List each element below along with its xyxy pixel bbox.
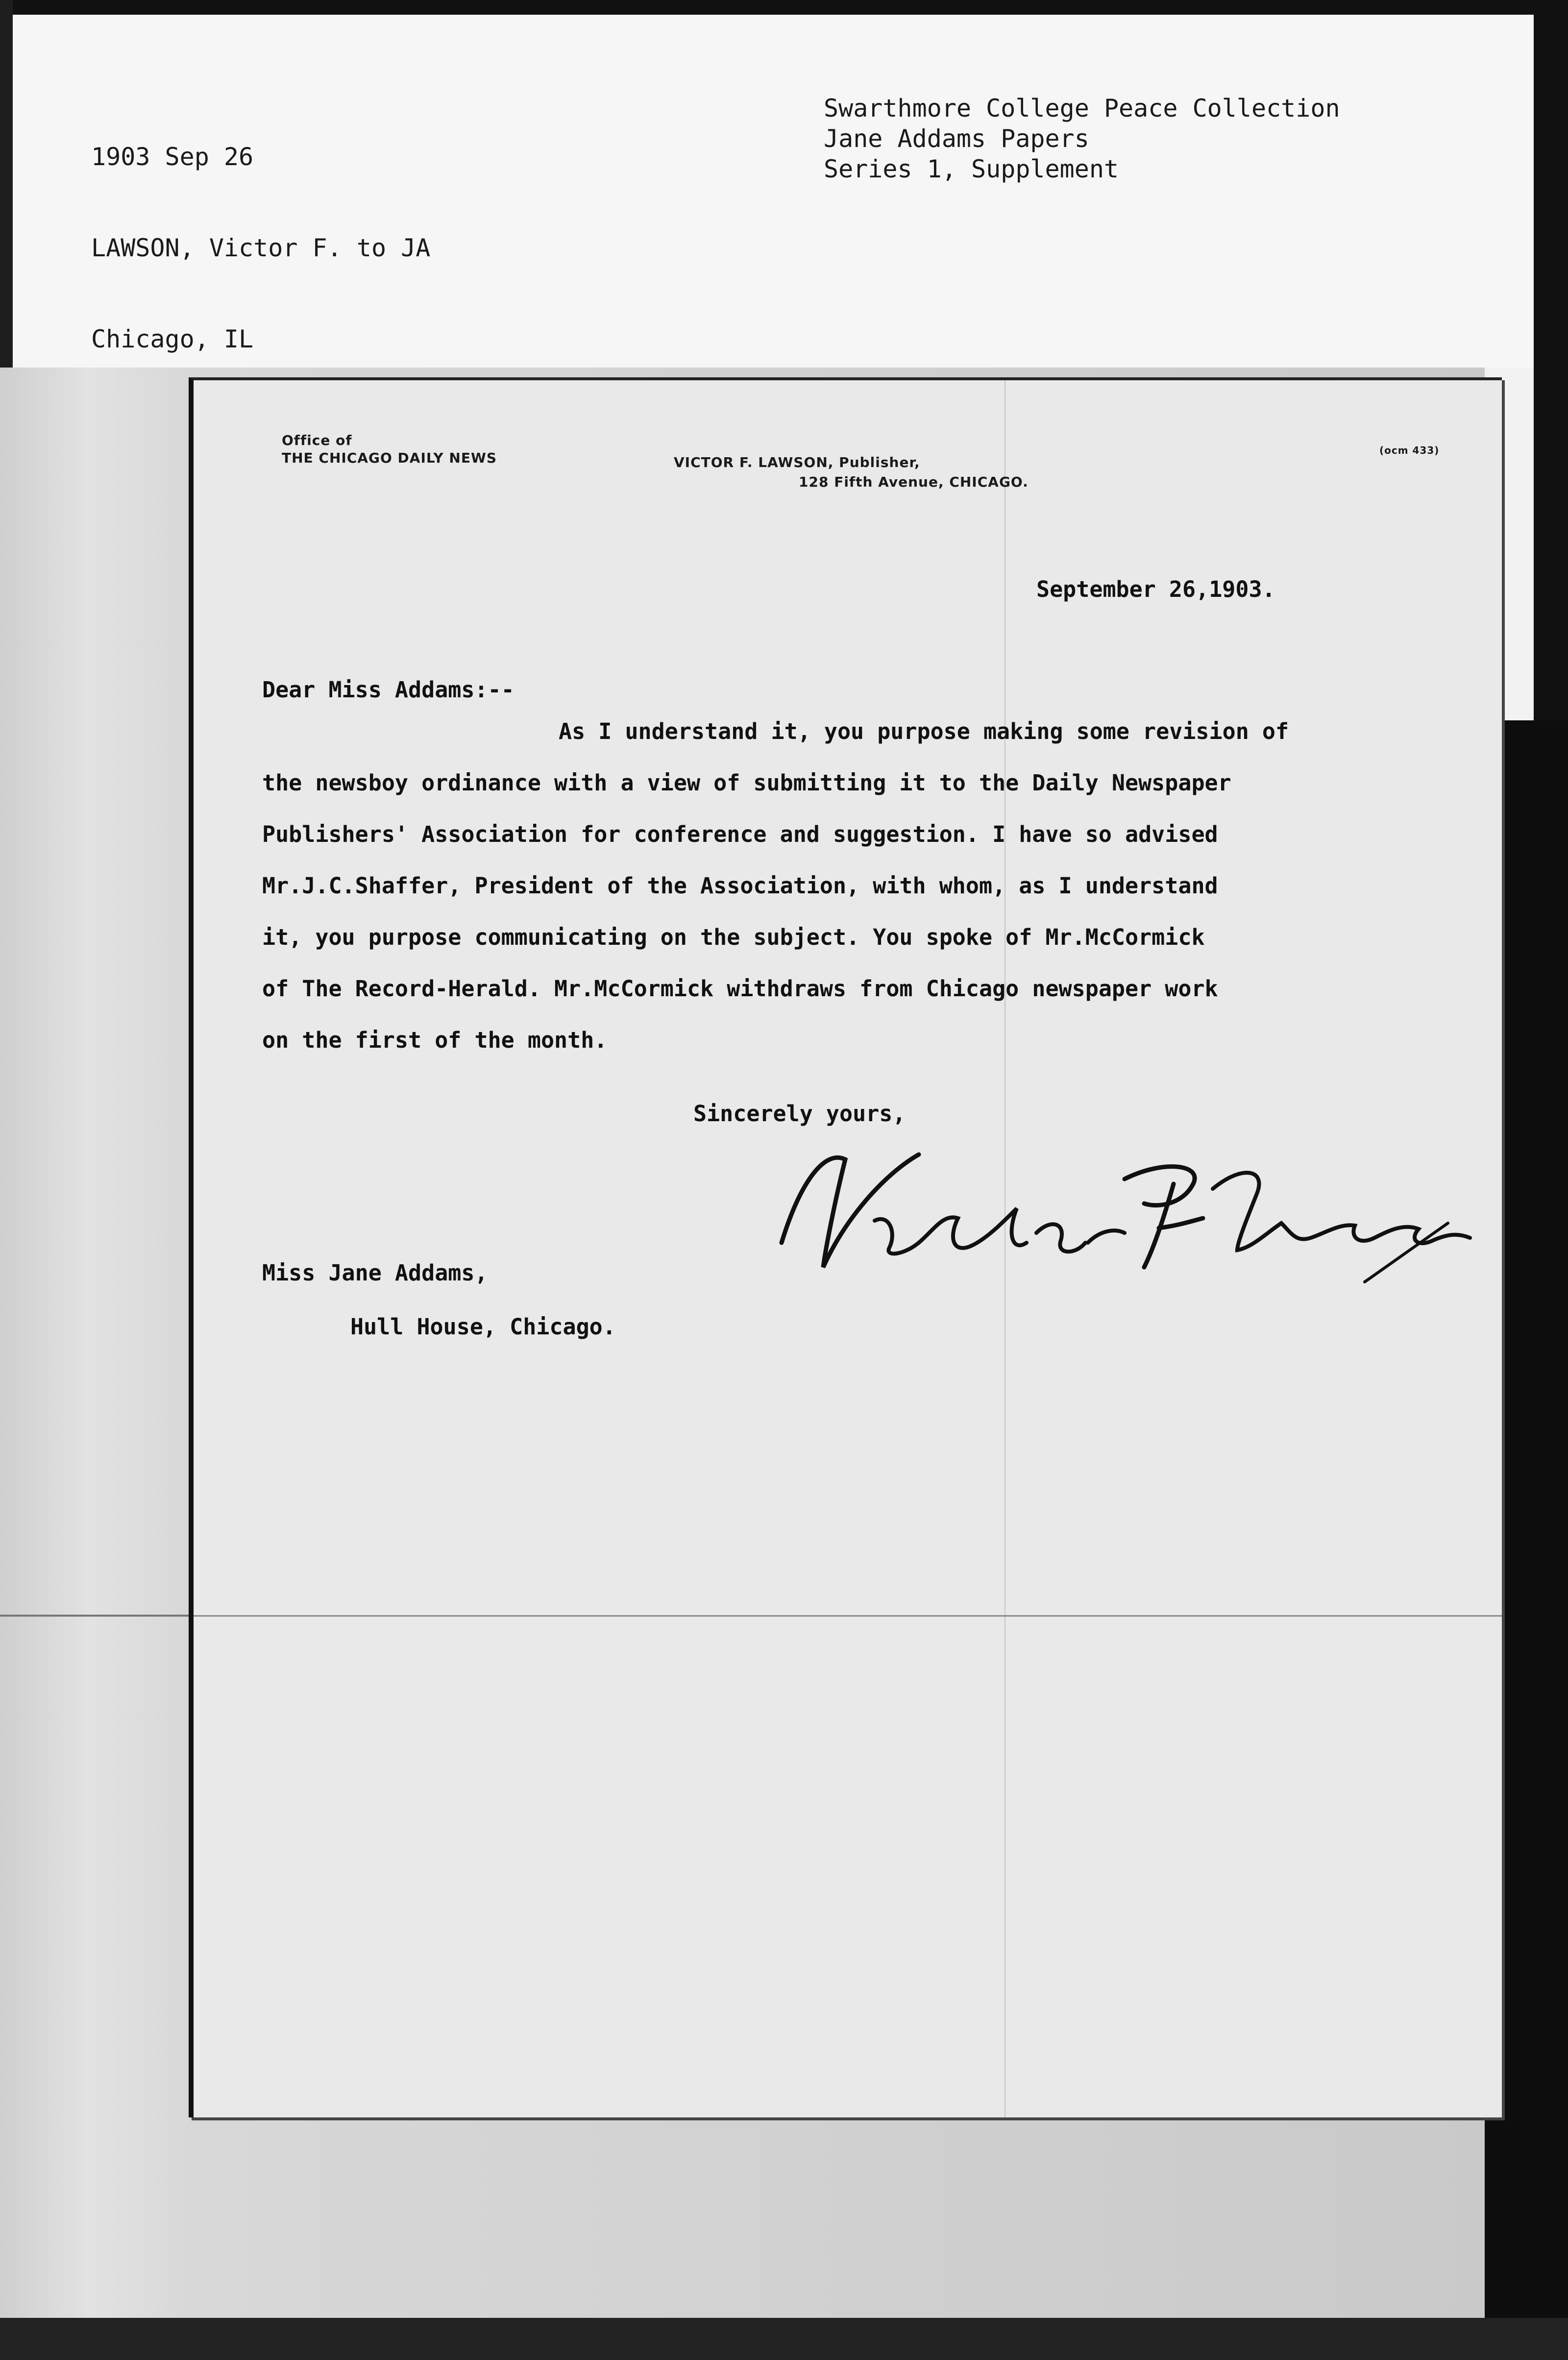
letterhead-office — [282, 432, 497, 467]
scan-edge-right — [1534, 0, 1568, 720]
body-line: it, you purpose communicating on the subject. You spoke of Mr.McCormick — [262, 924, 1205, 950]
addressee-address: Hull House, Chicago. — [350, 1314, 616, 1340]
card-collection — [824, 93, 1340, 184]
scan-edge-bottom — [0, 2318, 1568, 2360]
body-line: on the first of the month. — [262, 1027, 608, 1053]
archive-index-card — [13, 15, 1534, 368]
scan-edge-left — [0, 0, 13, 368]
card-collection-name: Swarthmore College Peace Collection — [824, 94, 1340, 123]
letter-sheet — [189, 377, 1502, 2117]
letter-date: September 26,1903. — [1036, 576, 1275, 602]
body-line: Publishers' Association for conference and suggestion. I have so advised — [262, 821, 1218, 847]
body-line: of The Record-Herald. Mr.McCormick withdraws from Chicago newspaper work — [262, 976, 1218, 1002]
letter-horizontal-fold — [194, 1615, 1502, 1617]
letterhead-office-name: THE CHICAGO DAILY NEWS — [282, 450, 497, 466]
letterhead-office-label: Office of — [282, 432, 352, 448]
card-papers: Jane Addams Papers — [824, 124, 1089, 153]
body-line: the newsboy ordinance with a view of submitting it to the Daily Newspaper — [262, 770, 1231, 796]
letterhead-corner-mark: (ocm 433) — [1379, 444, 1440, 456]
body-line: As I understand it, you purpose making some revision of — [559, 718, 1289, 744]
body-line: Mr.J.C.Shaffer, President of the Association, with whom, as I understand — [262, 873, 1218, 899]
card-date: 1903 Sep 26 — [91, 143, 254, 171]
card-series: Series 1, Supplement — [824, 155, 1119, 183]
card-correspondents: LAWSON, Victor F. to JA — [91, 234, 431, 262]
letter-closing: Sincerely yours, — [693, 1101, 906, 1127]
addressee-name: Miss Jane Addams, — [262, 1260, 488, 1286]
letterhead-publisher: VICTOR F. LAWSON, Publisher, — [674, 454, 920, 470]
letter-salutation: Dear Miss Addams:-- — [262, 677, 514, 703]
scan-edge-top — [0, 0, 1568, 15]
handwritten-signature — [772, 1120, 1472, 1297]
letterhead-address: 128 Fifth Avenue, CHICAGO. — [799, 474, 1029, 490]
card-place: Chicago, IL — [91, 325, 254, 353]
